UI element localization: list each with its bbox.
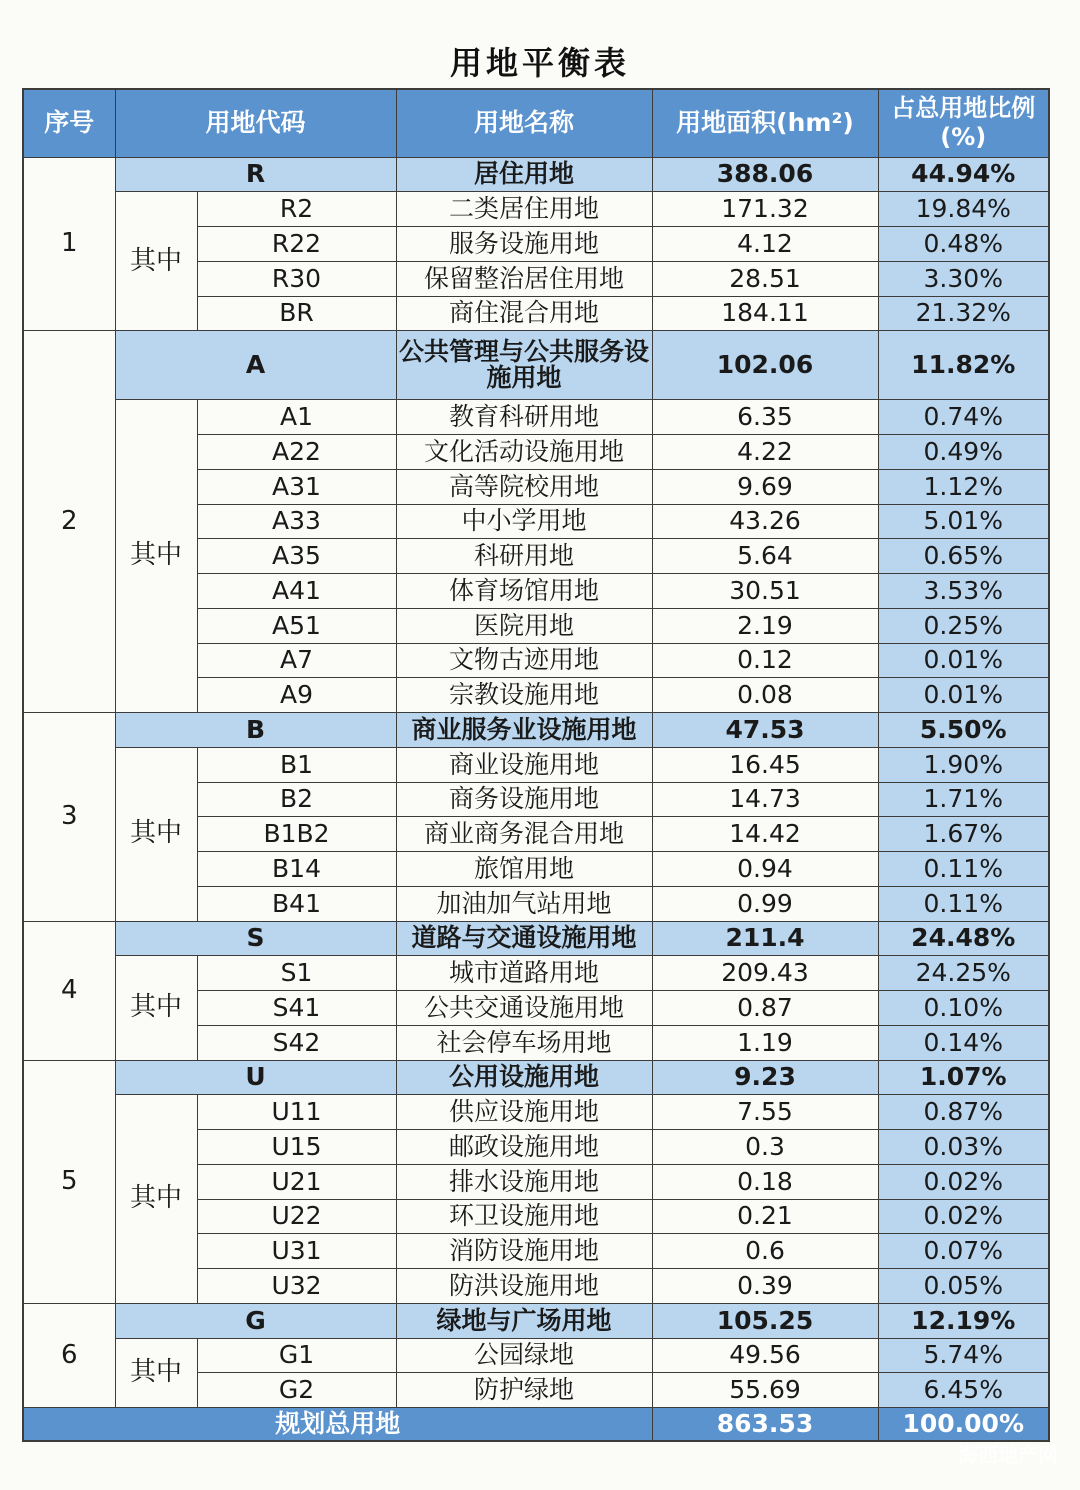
subitem-ratio: 0.74% [878,400,1049,435]
subitem-name: 环卫设施用地 [396,1199,652,1234]
sub-label: 其中 [115,956,197,1060]
category-area: 211.4 [652,921,878,956]
subitem-code: A33 [197,504,396,539]
subitem-ratio: 21.32% [878,296,1049,331]
total-area: 863.53 [652,1408,878,1441]
subitem-area: 9.69 [652,469,878,504]
category-name: 绿地与广场用地 [396,1303,652,1338]
category-row [23,921,1049,956]
table-body [23,157,1049,1408]
subitem-code: B41 [197,886,396,921]
subitem-name: 消防设施用地 [396,1234,652,1269]
subitem-area: 2.19 [652,608,878,643]
row-seq: 6 [23,1303,115,1407]
subitem-code: A1 [197,400,396,435]
subitem-ratio: 0.65% [878,539,1049,574]
total-row [23,1408,1049,1441]
subitem-area: 14.73 [652,782,878,817]
category-name: 公用设施用地 [396,1060,652,1095]
sub-label: 其中 [115,400,197,713]
row-seq: 1 [23,157,115,331]
subitem-area: 209.43 [652,956,878,991]
row-seq: 5 [23,1060,115,1303]
subitem-code: A51 [197,608,396,643]
header-seq: 序号 [23,89,115,157]
subitem-name: 科研用地 [396,539,652,574]
subitem-name: 服务设施用地 [396,227,652,262]
category-row [23,157,1049,192]
subitem-area: 7.55 [652,1095,878,1130]
category-area: 102.06 [652,331,878,400]
subitem-area: 43.26 [652,504,878,539]
subitem-ratio: 0.02% [878,1164,1049,1199]
subitem-row [23,1338,1049,1373]
row-seq: 3 [23,713,115,922]
subitem-name: 供应设施用地 [396,1095,652,1130]
subitem-area: 0.08 [652,678,878,713]
subitem-code: A7 [197,643,396,678]
subitem-name: 教育科研用地 [396,400,652,435]
subitem-code: U32 [197,1269,396,1304]
subitem-code: U11 [197,1095,396,1130]
category-area: 388.06 [652,157,878,192]
subitem-name: 高等院校用地 [396,469,652,504]
category-area: 9.23 [652,1060,878,1095]
subitem-code: U21 [197,1164,396,1199]
subitem-ratio: 1.67% [878,817,1049,852]
subitem-name: 商业设施用地 [396,747,652,782]
sub-label: 其中 [115,192,197,331]
subitem-name: 保留整治居住用地 [396,261,652,296]
subitem-area: 16.45 [652,747,878,782]
total-label: 规划总用地 [23,1408,652,1441]
subitem-code: A31 [197,469,396,504]
category-area: 105.25 [652,1303,878,1338]
category-area: 47.53 [652,713,878,748]
subitem-name: 商务设施用地 [396,782,652,817]
subitem-code: S41 [197,991,396,1026]
sub-label: 其中 [115,1338,197,1408]
subitem-row [23,747,1049,782]
subitem-code: BR [197,296,396,331]
category-row [23,713,1049,748]
subitem-ratio: 0.48% [878,227,1049,262]
category-ratio: 12.19% [878,1303,1049,1338]
subitem-code: R2 [197,192,396,227]
table-header-row [23,89,1049,157]
subitem-ratio: 5.01% [878,504,1049,539]
subitem-area: 55.69 [652,1373,878,1408]
subitem-ratio: 0.01% [878,643,1049,678]
subitem-ratio: 0.05% [878,1269,1049,1304]
category-name: 道路与交通设施用地 [396,921,652,956]
watermark-text: 海西地产网 [958,1443,1058,1467]
subitem-code: A35 [197,539,396,574]
subitem-code: A9 [197,678,396,713]
subitem-row [23,956,1049,991]
subitem-name: 社会停车场用地 [396,1025,652,1060]
subitem-name: 商住混合用地 [396,296,652,331]
header-name: 用地名称 [396,89,652,157]
subitem-area: 0.3 [652,1130,878,1165]
subitem-ratio: 5.74% [878,1338,1049,1373]
category-row [23,331,1049,400]
subitem-ratio: 0.07% [878,1234,1049,1269]
subitem-code: S42 [197,1025,396,1060]
subitem-area: 28.51 [652,261,878,296]
subitem-name: 商业商务混合用地 [396,817,652,852]
subitem-area: 171.32 [652,192,878,227]
subitem-ratio: 6.45% [878,1373,1049,1408]
subitem-ratio: 0.14% [878,1025,1049,1060]
category-ratio: 11.82% [878,331,1049,400]
subitem-code: G2 [197,1373,396,1408]
header-code: 用地代码 [115,89,396,157]
row-seq: 2 [23,331,115,713]
subitem-area: 0.18 [652,1164,878,1199]
category-ratio: 1.07% [878,1060,1049,1095]
category-ratio: 44.94% [878,157,1049,192]
subitem-code: S1 [197,956,396,991]
subitem-area: 30.51 [652,574,878,609]
subitem-code: A22 [197,435,396,470]
subitem-name: 二类居住用地 [396,192,652,227]
category-row [23,1060,1049,1095]
subitem-name: 旅馆用地 [396,852,652,887]
subitem-code: A41 [197,574,396,609]
subitem-area: 5.64 [652,539,878,574]
subitem-name: 医院用地 [396,608,652,643]
subitem-name: 体育场馆用地 [396,574,652,609]
category-code: A [115,331,396,400]
subitem-area: 14.42 [652,817,878,852]
subitem-ratio: 3.30% [878,261,1049,296]
subitem-ratio: 0.25% [878,608,1049,643]
category-code: U [115,1060,396,1095]
subitem-ratio: 3.53% [878,574,1049,609]
subitem-ratio: 19.84% [878,192,1049,227]
subitem-row [23,192,1049,227]
category-name: 居住用地 [396,157,652,192]
subitem-area: 1.19 [652,1025,878,1060]
subitem-name: 文物古迹用地 [396,643,652,678]
subitem-code: B14 [197,852,396,887]
subitem-area: 0.39 [652,1269,878,1304]
category-name: 商业服务业设施用地 [396,713,652,748]
subitem-name: 公园绿地 [396,1338,652,1373]
subitem-area: 0.21 [652,1199,878,1234]
subitem-area: 6.35 [652,400,878,435]
subitem-name: 防护绿地 [396,1373,652,1408]
subitem-name: 城市道路用地 [396,956,652,991]
subitem-area: 0.12 [652,643,878,678]
subitem-row [23,400,1049,435]
subitem-ratio: 1.90% [878,747,1049,782]
subitem-ratio: 0.01% [878,678,1049,713]
header-ratio-line1: 占总用地比例 [891,94,1036,123]
subitem-area: 0.99 [652,886,878,921]
subitem-code: G1 [197,1338,396,1373]
subitem-name: 文化活动设施用地 [396,435,652,470]
subitem-ratio: 0.03% [878,1130,1049,1165]
page-title: 用地平衡表 [449,44,630,82]
subitem-area: 184.11 [652,296,878,331]
header-ratio [878,89,1049,157]
subitem-code: B2 [197,782,396,817]
subitem-area: 49.56 [652,1338,878,1373]
subitem-code: B1 [197,747,396,782]
category-row [23,1303,1049,1338]
subitem-code: B1B2 [197,817,396,852]
subitem-code: R22 [197,227,396,262]
header-ratio-line2: (%) [940,123,987,152]
subitem-area: 4.12 [652,227,878,262]
subitem-code: U31 [197,1234,396,1269]
subitem-area: 0.6 [652,1234,878,1269]
subitem-ratio: 0.11% [878,852,1049,887]
subitem-area: 4.22 [652,435,878,470]
row-seq: 4 [23,921,115,1060]
subitem-ratio: 1.71% [878,782,1049,817]
category-code: R [115,157,396,192]
sub-label: 其中 [115,747,197,921]
subitem-ratio: 0.10% [878,991,1049,1026]
total-ratio: 100.00% [878,1408,1049,1441]
subitem-area: 0.87 [652,991,878,1026]
subitem-ratio: 0.11% [878,886,1049,921]
subitem-name: 宗教设施用地 [396,678,652,713]
subitem-area: 0.94 [652,852,878,887]
subitem-name: 邮政设施用地 [396,1130,652,1165]
subitem-ratio: 0.49% [878,435,1049,470]
land-balance-table [22,88,1050,1442]
subitem-name: 中小学用地 [396,504,652,539]
subitem-ratio: 1.12% [878,469,1049,504]
subitem-ratio: 0.02% [878,1199,1049,1234]
subitem-ratio: 24.25% [878,956,1049,991]
subitem-code: R30 [197,261,396,296]
sub-label: 其中 [115,1095,197,1304]
category-ratio: 5.50% [878,713,1049,748]
category-code: B [115,713,396,748]
header-area: 用地面积(hm²) [652,89,878,157]
subitem-name: 公共交通设施用地 [396,991,652,1026]
category-ratio: 24.48% [878,921,1049,956]
category-code: G [115,1303,396,1338]
subitem-name: 加油加气站用地 [396,886,652,921]
category-name: 公共管理与公共服务设施用地 [396,331,652,400]
subitem-code: U22 [197,1199,396,1234]
subitem-row [23,1095,1049,1130]
subitem-name: 防洪设施用地 [396,1269,652,1304]
category-code: S [115,921,396,956]
subitem-ratio: 0.87% [878,1095,1049,1130]
subitem-name: 排水设施用地 [396,1164,652,1199]
subitem-code: U15 [197,1130,396,1165]
